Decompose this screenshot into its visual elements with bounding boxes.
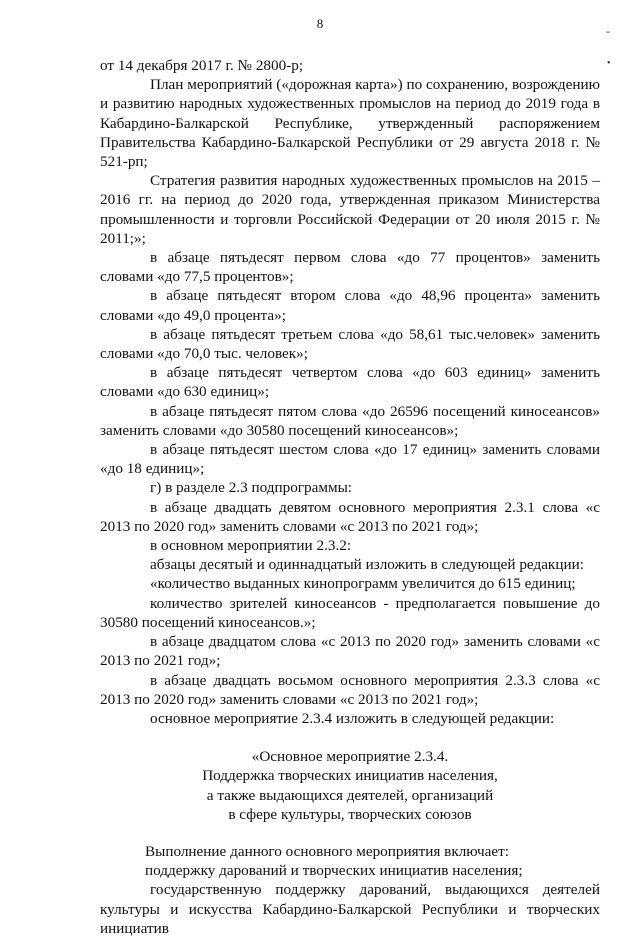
paragraph: абзацы десятый и одиннадцатый изложить в следующей редакции:: [150, 556, 584, 574]
heading-line: а также выдающихся деятелей, организаций: [206, 786, 494, 804]
paragraph: поддержку дарований и творческих инициатив населения;: [145, 862, 523, 880]
paragraph: в абзаце пятьдесят первом слова «до 77 процентов» заменить словами «до 77,5 процентов»;: [100, 249, 600, 286]
heading-line: в сфере культуры, творческих союзов: [228, 805, 472, 823]
paragraph: г) в разделе 2.3 подпрограммы:: [150, 479, 353, 497]
paragraph: в абзаце двадцать девятом основного мероприятия 2.3.1 слова «с 2013 по 2020 год» заменить словами «с 2013 по 2021 год»;: [100, 498, 600, 535]
paragraph: в абзаце пятьдесят третьем слова «до 58,61 тыс.человек» заменить словами «до 70,0 тыс. человек»;: [100, 325, 600, 363]
paragraph: государственную поддержку дарований, выдающихся деятелей культуры и искусства Кабардино-Балкарской Республики и творческих инициатив: [100, 881, 600, 937]
paragraph: количество зрителей киносеансов - предполагается повышение до 30580 посещений киносеансов.»;: [100, 594, 600, 631]
document-body: [100, 56, 600, 938]
paragraph: Стратегия развития народных художественных промыслов на 2015 – 2016 гг. на период до 2020 года, утвержденная приказом Министерства промышленности и торговли Российской Федерации от 20 июля 2015 г. № 2011;»;: [100, 172, 600, 247]
heading-line: Поддержка творческих инициатив населения,: [202, 767, 498, 785]
paragraph: Выполнение данного основного мероприятия включает:: [145, 842, 510, 860]
margin-mark: -: [606, 24, 610, 38]
paragraph: от 14 декабря 2017 г. № 2800-р;: [100, 57, 304, 74]
paragraph: в абзаце двадцатом слова «с 2013 по 2020 год» заменить словами «с 2013 по 2021 год»;: [100, 633, 600, 670]
section-heading: [100, 747, 600, 824]
paragraph: План мероприятий («дорожная карта») по сохранению, возрождению и развитию народных художественных промыслов на период до 2019 года в Кабардино-Балкарской Республике, утвержденный распоряжением Правительства Кабардино-Балкарской Республики от 29 августа 2018 г. № 521-рп;: [100, 76, 600, 171]
paragraph: основное мероприятие 2.3.4 изложить в следующей редакции:: [150, 709, 555, 727]
paragraph: в основном мероприятии 2.3.2:: [150, 537, 352, 555]
page-number: 8: [316, 16, 324, 31]
paragraph: «количество выданных кинопрограмм увеличится до 615 единиц;: [150, 575, 576, 593]
paragraph: в абзаце пятьдесят шестом слова «до 17 единиц» заменить словами «до 18 единиц»;: [100, 441, 600, 478]
paragraph: в абзаце пятьдесят четвертом слова «до 603 единиц» заменить словами «до 630 единиц»;: [100, 364, 600, 401]
margin-mark: •: [607, 58, 611, 69]
paragraph: в абзаце двадцать восьмом основного мероприятия 2.3.3 слова «с 2013 по 2020 год» заменить словами «с 2013 по 2021 год»;: [100, 671, 600, 708]
heading-line: «Основное мероприятие 2.3.4.: [251, 748, 449, 766]
paragraph: в абзаце пятьдесят втором слова «до 48,96 процента» заменить словами «до 49,0 процента»;: [100, 287, 600, 324]
paragraph: в абзаце пятьдесят пятом слова «до 26596 посещений киносеансов» заменить словами «до 30580 посещений киносеансов»;: [100, 402, 600, 439]
